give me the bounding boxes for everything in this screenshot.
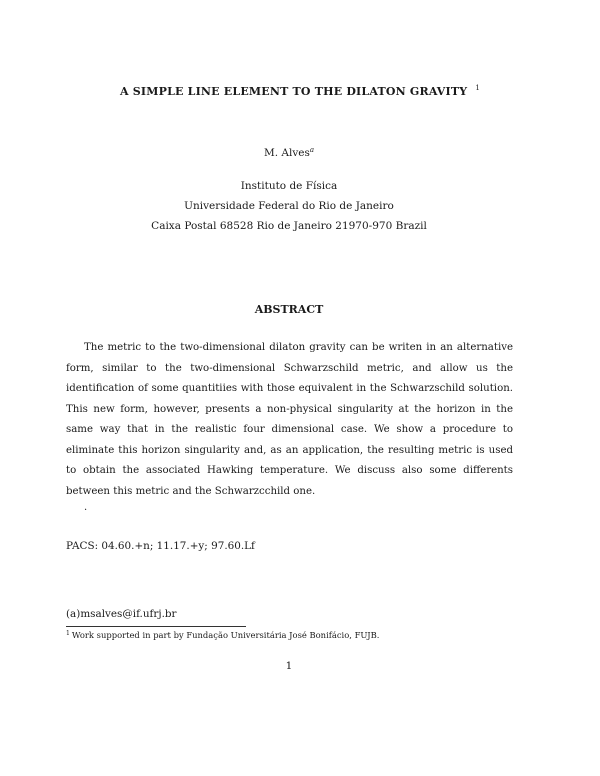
author <box>0 146 578 159</box>
affiliation <box>0 176 578 236</box>
title-footnote-mark: 1 <box>475 84 480 92</box>
paper-title <box>0 84 600 98</box>
affiliation-line: Universidade Federal do Rio de Janeiro <box>184 200 394 212</box>
footnote-rule <box>66 626 246 627</box>
affiliation-line: Instituto de Física <box>240 180 338 192</box>
footnote-mark: 1 <box>66 630 70 637</box>
footnote-text: Work supported in part by Fundação Universitária José Bonifácio, FUJB. <box>71 630 380 640</box>
paper-title-text: A SIMPLE LINE ELEMENT TO THE DILATON GRAVITY <box>120 85 468 98</box>
author-mark: a <box>309 146 315 154</box>
stray-dot: . <box>84 502 88 513</box>
pacs-codes: PACS: 04.60.+n; 11.17.+y; 97.60.Lf <box>66 540 255 552</box>
author-name: M. Alves <box>263 147 310 159</box>
abstract-heading: ABSTRACT <box>254 303 324 316</box>
email-address: msalves@if.ufrj.br <box>80 608 177 620</box>
footnote <box>66 630 379 640</box>
abstract-body: The metric to the two-dimensional dilaton gravity can be writen in an alternative form, similar to the two-dimensional Schwarzschild metric, and allow us the identification of some quantitiies with those equivalent in the Schwarzschild solution. This new form, however, presents a non-physical singularity at the horizon in the same way that in the realistic four dimensional case. We show a procedure to eliminate this horizon singularity and, as an application, the resulting metric is used to obtain the associated Hawking temperature. We discuss also some differents between this metric and the Schwarzcchild one. <box>66 342 513 497</box>
email-mark: (a) <box>66 608 81 620</box>
author-email <box>66 608 177 620</box>
affiliation-line: Caixa Postal 68528 Rio de Janeiro 21970-970 Brazil <box>151 220 427 232</box>
page-number: 1 <box>285 660 293 672</box>
